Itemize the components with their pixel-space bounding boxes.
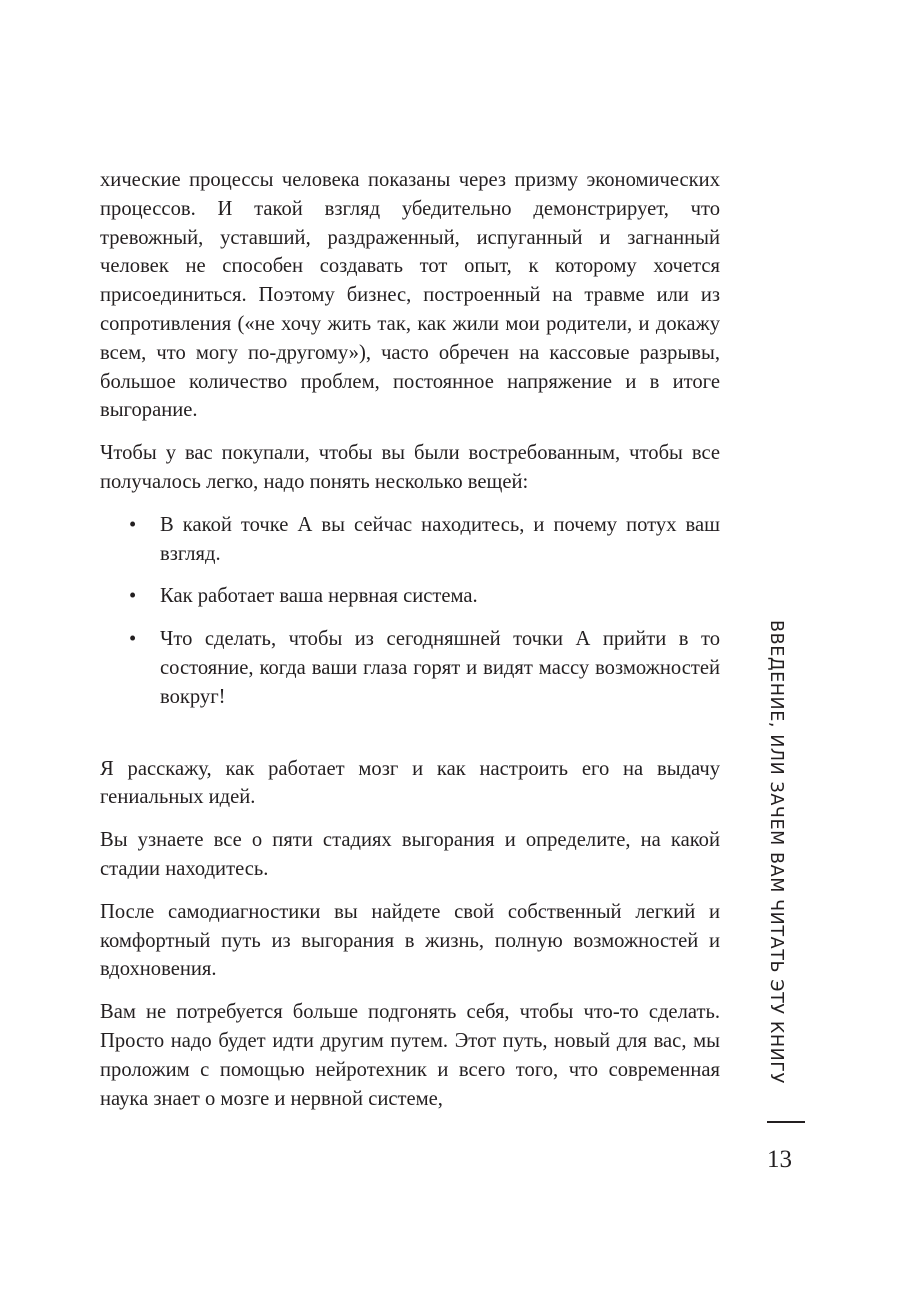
list-item-text: Как работает ваша нервная система. [160,585,478,608]
bullet-icon: • [129,513,137,536]
footer-rule [767,1121,805,1123]
paragraph: Вы узнаете все о пяти стадиях выгорания и определите, на какой стадии находитесь. [100,829,720,880]
bullet-list [100,511,720,712]
paragraph: После самодиагностики вы найдете свой собственный легкий и комфортный путь из выгорания в жизнь, полную возможностей и вдохновения. [100,900,720,981]
list-item [100,511,720,569]
body-text [100,166,720,1113]
list-item [100,625,720,711]
paragraph: Вам не потребуется больше подгонять себя, чтобы что-то сделать. Просто надо будет идти другим путем. Этот путь, новый для вас, мы проложим с помощью нейротехник и всего того, что современная наука знает о мозге и нервной системе, [100,1001,720,1110]
running-head: ВВЕДЕНИЕ, ИЛИ ЗАЧЕМ ВАМ ЧИТАТЬ ЭТУ КНИГУ [766,620,786,1084]
page-number: 13 [767,1146,792,1173]
paragraph: Я расскажу, как работает мозг и как настроить его на выдачу гениальных идей. [100,757,720,809]
bullet-icon: • [129,585,137,608]
list-item-text: В какой точке А вы сейчас находитесь, и почему потух ваш взгляд. [160,513,720,565]
list-item-text: Что сделать, чтобы из сегодняшней точки А прийти в то состояние, когда ваши глаза горят и видят массу возможностей вокруг! [160,628,720,708]
bullet-icon: • [129,628,137,651]
paragraph: хические процессы человека показаны через призму экономических процессов. И такой взгляд убедительно демонстрирует, что тревожный, уставший, раздраженный, испуганный и загнанный человек не способен создавать тот опыт, к которому хочется присоединиться. Поэтому бизнес, построенный на травме или из сопротивления («не хочу жить так, как жили мои родители, и докажу всем, что могу по-другому»), часто обречен на кассовые разрывы, большое количество проблем, постоянное напряжение и в итоге выгорание. [100,169,720,422]
list-item [100,582,720,611]
paragraph: Чтобы у вас покупали, чтобы вы были востребованным, чтобы все получалось легко, надо понять несколько вещей: [100,442,720,493]
